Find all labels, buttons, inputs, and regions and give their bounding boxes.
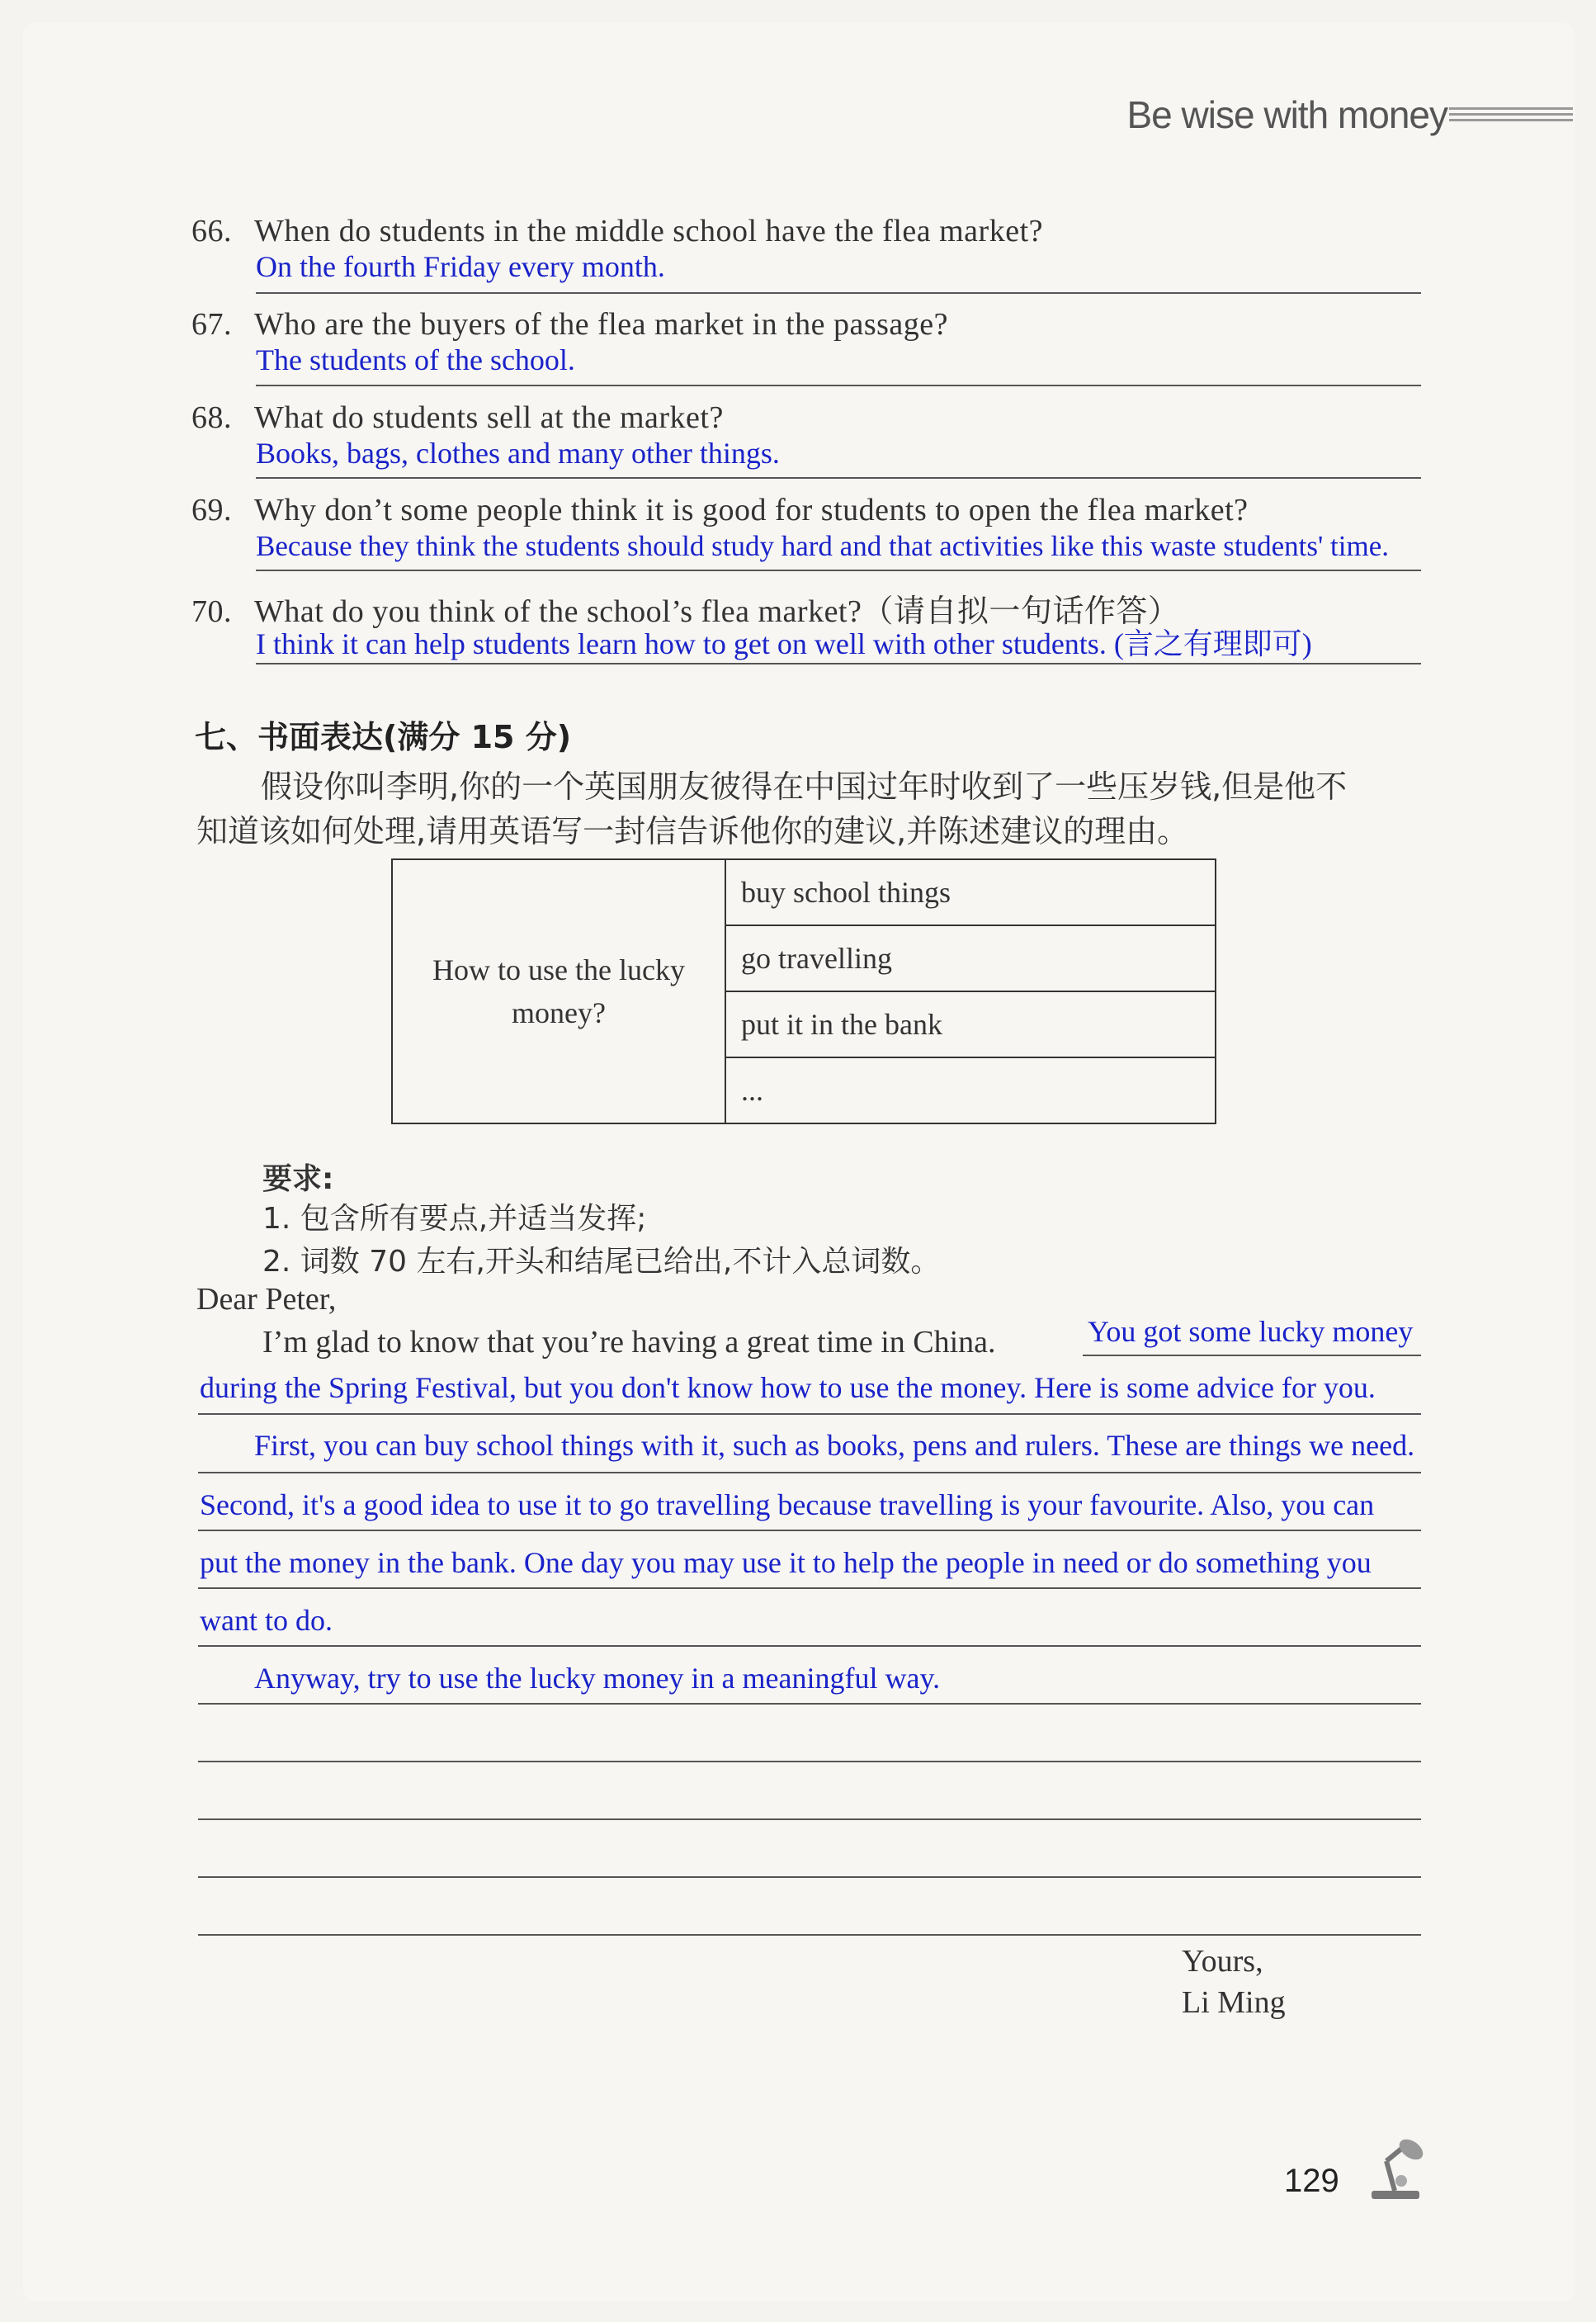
letter-line: during the Spring Festival, but you don't know how to use the money. Here is some advice for you. [200,1371,1376,1404]
table-item: ... [725,1057,1216,1123]
requirement-item: 1. 包含所有要点,并适当发挥; [262,1202,647,1236]
letter-signature: Li Ming [1182,1985,1286,2020]
table-item: put it in the bank [725,991,1216,1057]
letter-line: put the money in the bank. One day you may use it to help the people in need or do something you [200,1546,1372,1579]
answer-line [256,477,1421,479]
answer-69: Because they think the students should study hard and that activities like this waste students' time. [256,530,1390,562]
answer-line [256,663,1421,664]
question-70: 70. What do you think of the school’s flea market?（请自拟一句话作答） [191,594,1180,629]
writing-line [198,1587,1421,1589]
requirement-item: 2. 词数 70 左右,开头和结尾已给出,不计入总词数。 [262,1245,941,1279]
writing-line [198,1761,1421,1762]
letter-closing: Yours, [1182,1944,1263,1979]
writing-line [198,1413,1421,1415]
answer-70: I think it can help students learn how to get on well with other students. (言之有理即可) [256,627,1312,660]
writing-line [198,1703,1421,1705]
letter-greeting: Dear Peter, [196,1282,337,1317]
answer-67: The students of the school. [256,343,575,376]
advice-table [391,858,1216,1124]
answer-66: On the fourth Friday every month. [256,250,665,283]
writing-line [198,1876,1421,1878]
answer-line [256,292,1421,294]
writing-line [198,1818,1421,1820]
writing-line [198,1530,1421,1531]
table-item: go travelling [725,925,1216,991]
table-item: buy school things [725,859,1216,925]
desk-lamp-icon [1353,2130,1436,2204]
question-66: 66. When do students in the middle school have the flea market? [191,214,1043,248]
page-number: 129 [1284,2163,1339,2199]
table-topic-cell: How to use the lucky money? [392,859,725,1123]
writing-line [198,1472,1421,1473]
letter-opening: I’m glad to know that you’re having a great time in China. [262,1325,996,1360]
letter-line: Second, it's a good idea to use it to go travelling because travelling is your favourite. Also, you can [200,1488,1375,1521]
answer-line [256,570,1421,571]
letter-line: First, you can buy school things with it, such as books, pens and rulers. These are things we need. [254,1429,1415,1462]
section-title: 七、书面表达(满分 15 分) [195,719,572,755]
letter-line: You got some lucky money [1088,1315,1414,1348]
page-header-title: Be wise with money [1126,93,1447,136]
letter-line: want to do. [200,1604,333,1637]
question-67: 67. Who are the buyers of the flea market in the passage? [191,307,949,342]
writing-line [198,1934,1421,1936]
prompt-line-2: 知道该如何处理,请用英语写一封信告诉他你的建议,并陈述建议的理由。 [196,813,1189,849]
requirements-title: 要求: [262,1162,334,1196]
question-68: 68. What do students sell at the market? [191,400,724,435]
writing-line [1083,1355,1421,1356]
answer-68: Books, bags, clothes and many other things. [256,437,780,470]
writing-line [198,1645,1421,1647]
question-69: 69. Why don’t some people think it is good for students to open the flea market? [191,493,1249,527]
prompt-line-1: 假设你叫李明,你的一个英国朋友彼得在中国过年时收到了一些压岁钱,但是他不 [261,768,1348,805]
header-decoration [1449,107,1573,125]
answer-line [256,385,1421,386]
letter-line: Anyway, try to use the lucky money in a meaningful way. [254,1662,941,1695]
